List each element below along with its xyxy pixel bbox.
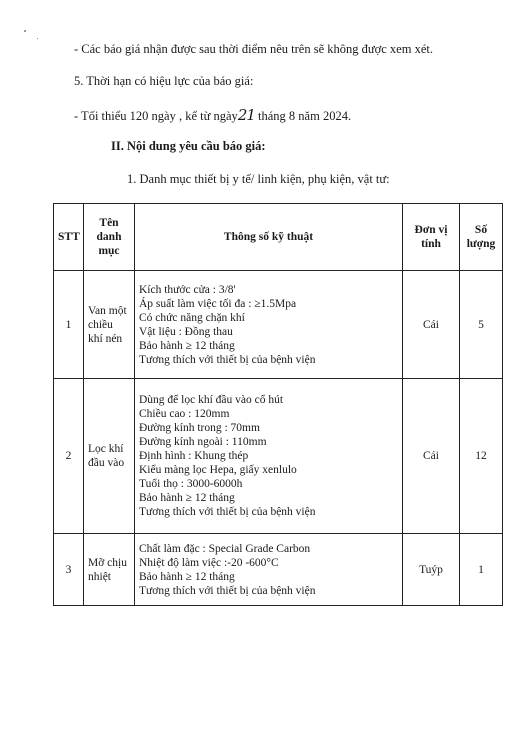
row-unit: Tuýp <box>403 534 460 606</box>
row-stt: 1 <box>54 271 84 379</box>
row-specs: Kích thước cửa : 3/8' Áp suất làm việc tối đa : ≥1.5Mpa Có chức năng chặn khí Vật liệu : Đồng thau Bảo hành ≥ 12 tháng Tương thích với thiết bị của bệnh viện <box>135 271 403 379</box>
row-qty: 12 <box>460 379 503 534</box>
validity-heading: 5. Thời hạn có hiệu lực của báo giá: <box>74 74 254 88</box>
scan-speck <box>37 38 38 39</box>
row-qty: 1 <box>460 534 503 606</box>
row-name: Van một chiều khí nén <box>84 271 135 379</box>
equipment-table <box>53 203 503 606</box>
validity-prefix: - Tối thiểu 120 ngày , kể từ ngày <box>74 109 238 123</box>
validity-suffix: tháng 8 năm 2024. <box>254 109 352 123</box>
table-header-row <box>54 204 503 271</box>
late-quotes-note: - Các báo giá nhận được sau thời điểm nêu trên sẽ không được xem xét. <box>74 42 433 56</box>
row-stt: 2 <box>54 379 84 534</box>
header-unit: Đơn vị tính <box>403 204 460 271</box>
header-specs: Thông số kỹ thuật <box>135 204 403 271</box>
row-specs: Chất làm đặc : Special Grade Carbon Nhiệt độ làm việc :-20 -600°C Bảo hành ≥ 12 tháng Tương thích với thiết bị của bệnh viện <box>135 534 403 606</box>
table-row <box>54 534 503 606</box>
row-qty: 5 <box>460 271 503 379</box>
header-stt: STT <box>54 204 84 271</box>
row-unit: Cái <box>403 379 460 534</box>
row-unit: Cái <box>403 271 460 379</box>
table-row <box>54 379 503 534</box>
table-row <box>54 271 503 379</box>
section-title: II. Nội dung yêu cầu báo giá: <box>111 139 266 153</box>
row-stt: 3 <box>54 534 84 606</box>
validity-line <box>74 106 351 124</box>
section-subtitle: 1. Danh mục thiết bị y tế/ linh kiện, phụ kiện, vật tư: <box>127 172 390 186</box>
row-specs: Dùng để lọc khí đầu vào cổ hút Chiều cao : 120mm Đường kính trong : 70mm Đường kính ngoài : 110mm Định hình : Khung thép Kiểu màng lọc Hepa, giấy xenlulo Tuổi thọ : 3000-6000h Bảo hành ≥ 12 tháng Tương thích với thiết bị của bệnh viện <box>135 379 403 534</box>
handwritten-day: 21 <box>237 106 255 124</box>
scan-speck <box>24 30 26 32</box>
row-name: Lọc khí đầu vào <box>84 379 135 534</box>
row-name: Mỡ chịu nhiệt <box>84 534 135 606</box>
header-name: Tên danh mục <box>84 204 135 271</box>
header-qty: Số lượng <box>460 204 503 271</box>
